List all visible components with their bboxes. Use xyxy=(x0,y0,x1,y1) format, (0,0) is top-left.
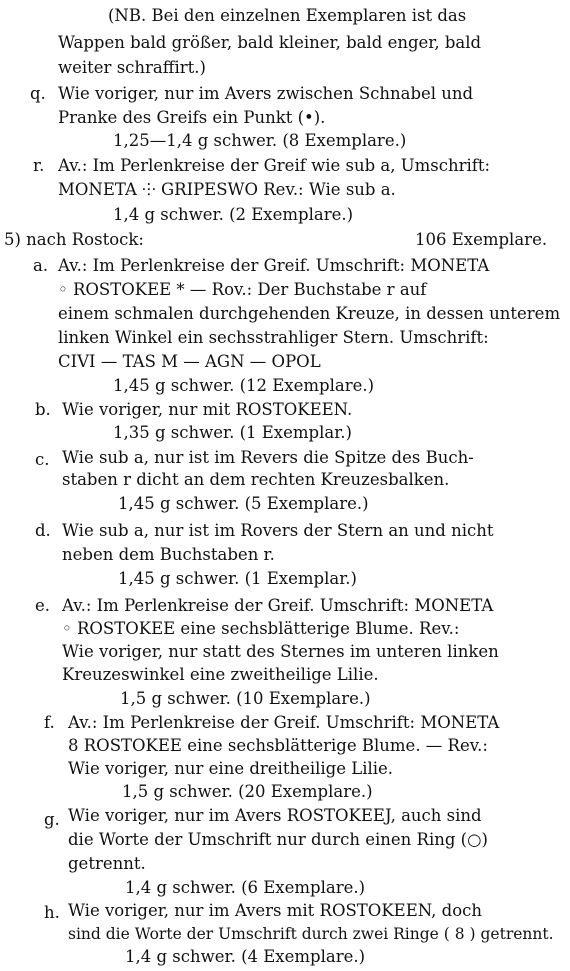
entry-g-line: Wie voriger, nur im Avers ROSTOKEEJ, auch sind xyxy=(68,806,482,825)
entry-e-line: Wie voriger, nur statt des Sternes im unteren linken xyxy=(62,642,499,661)
entry-h-weight: 1,4 g schwer. (4 Exemplare.) xyxy=(125,947,366,966)
entry-b-weight: 1,35 g schwer. (1 Exemplar.) xyxy=(113,423,352,442)
entry-e-line: Av.: Im Perlenkreise der Greif. Umschrift: MONETA xyxy=(62,596,494,615)
entry-h-line: Wie voriger, nur im Avers mit ROSTOKEEN, doch xyxy=(68,901,482,920)
entry-c-line: staben r dicht an dem rechten Kreuzesbalken. xyxy=(62,470,450,489)
entry-a-mark: a. xyxy=(33,256,49,275)
entry-q-line: Pranke des Greifs ein Punkt (•). xyxy=(58,108,326,127)
entry-q-line: Wie voriger, nur im Avers zwischen Schnabel und xyxy=(58,84,474,103)
entry-c-mark: c. xyxy=(35,450,50,469)
entry-r-weight: 1,4 g schwer. (2 Exemplare.) xyxy=(113,205,354,224)
entry-f-line: Wie voriger, nur eine dreitheilige Lilie. xyxy=(68,759,394,778)
entry-c-line: Wie sub a, nur ist im Revers die Spitze des Buch- xyxy=(62,448,474,467)
entry-c-weight: 1,45 g schwer. (5 Exemplare.) xyxy=(118,494,369,513)
entry-h-line: sind die Worte der Umschrift durch zwei Ringe ( 8 ) getrennt. xyxy=(68,925,554,943)
entry-q-weight: 1,25—1,4 g schwer. (8 Exemplare.) xyxy=(113,131,407,150)
entry-g-line: getrennt. xyxy=(68,854,146,873)
entry-e-weight: 1,5 g schwer. (10 Exemplare.) xyxy=(120,689,371,708)
entry-r-line: Av.: Im Perlenkreise der Greif wie sub a, Umschrift: xyxy=(58,156,491,175)
entry-d-weight: 1,45 g schwer. (1 Exemplar.) xyxy=(118,569,357,588)
entry-d-line: Wie sub a, nur ist im Rovers der Stern an und nicht xyxy=(62,521,494,540)
entry-e-line: Kreuzeswinkel eine zweitheilige Lilie. xyxy=(62,665,379,684)
entry-a-weight: 1,45 g schwer. (12 Exemplare.) xyxy=(113,376,375,395)
entry-g-weight: 1,4 g schwer. (6 Exemplare.) xyxy=(125,878,366,897)
entry-g-line: die Worte der Umschrift nur durch einen Ring (○) xyxy=(68,830,488,849)
entry-r-line: MONETA ⸭ GRIPESWO Rev.: Wie sub a. xyxy=(58,180,396,199)
section-count: 106 Exemplare. xyxy=(415,230,548,249)
entry-f-weight: 1,5 g schwer. (20 Exemplare.) xyxy=(122,782,373,801)
entry-a-line: ◦ ROSTOKEE * — Rov.: Der Buchstabe r auf xyxy=(58,280,427,299)
entry-g-mark: g. xyxy=(44,810,60,829)
entry-h-mark: h. xyxy=(44,903,60,922)
nb-note-line: Wappen bald größer, bald kleiner, bald enger, bald xyxy=(58,33,482,52)
entry-d-line: neben dem Buchstaben r. xyxy=(62,545,275,564)
entry-f-line: 8 ROSTOKEE eine sechsblätterige Blume. — Rev.: xyxy=(68,736,488,755)
entry-a-line: CIVI — TAS M — AGN — OPOL xyxy=(58,352,321,371)
entry-b-line: Wie voriger, nur mit ROSTOKEEN. xyxy=(62,400,353,419)
entry-b-mark: b. xyxy=(35,400,51,419)
entry-e-line: ◦ ROSTOKEE eine sechsblätterige Blume. Rev.: xyxy=(62,619,460,638)
entry-e-mark: e. xyxy=(35,596,51,615)
entry-q-mark: q. xyxy=(30,84,46,103)
nb-note-line: weiter schraffirt.) xyxy=(58,58,206,77)
entry-a-line: einem schmalen durchgehenden Kreuze, in dessen unterem xyxy=(58,304,561,323)
entry-f-line: Av.: Im Perlenkreise der Greif. Umschrift: MONETA xyxy=(68,713,500,732)
entry-a-line: Av.: Im Perlenkreise der Greif. Umschrift: MONETA xyxy=(58,256,490,275)
section-heading: 5) nach Rostock: xyxy=(4,230,144,249)
entry-a-line: linken Winkel ein sechsstrahliger Stern. Umschrift: xyxy=(58,328,489,347)
entry-d-mark: d. xyxy=(35,521,51,540)
entry-f-mark: f. xyxy=(44,713,55,732)
nb-note-line: (NB. Bei den einzelnen Exemplaren ist das xyxy=(108,6,467,25)
entry-r-mark: r. xyxy=(33,156,45,175)
